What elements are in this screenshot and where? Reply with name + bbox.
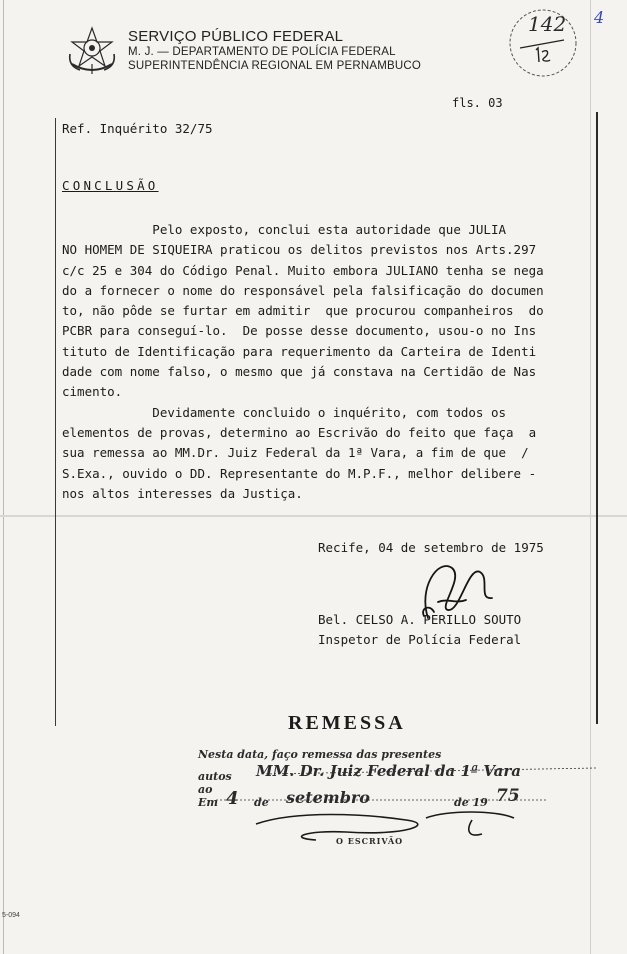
remessa-line1: Nesta data, faço remessa das presentes bbox=[198, 748, 442, 761]
remessa-year: 75 bbox=[496, 786, 520, 806]
page-edge bbox=[3, 0, 4, 954]
signatory-title: Inspetor de Polícia Federal bbox=[318, 632, 522, 647]
body-line: dade com nome falso, o mesmo que já constava na Certidão de Nas bbox=[62, 364, 537, 380]
signatory-name: Bel. CELSO A. PERILLO SOUTO bbox=[318, 612, 522, 627]
page-crease bbox=[0, 515, 627, 517]
body-line: cimento. bbox=[62, 384, 123, 400]
remessa-recipient: MM. Dr. Juiz Federal da 1ª Vara bbox=[256, 762, 522, 780]
body-line: to, não pôde se furtar em admitir que procurou companheiros do bbox=[62, 303, 544, 319]
remessa-title: REMESSA bbox=[288, 712, 406, 734]
remessa-year-label: de 19 bbox=[454, 796, 488, 809]
section-heading: CONCLUSÃO bbox=[62, 178, 159, 193]
coat-of-arms-icon bbox=[66, 24, 118, 76]
remessa-day: 4 bbox=[226, 788, 239, 809]
remessa-line3-label: Em bbox=[198, 796, 219, 809]
remessa-de: de bbox=[254, 796, 269, 809]
left-margin-line bbox=[55, 118, 56, 726]
body-line: S.Exa., ouvido o DD. Representante do M.P.F., melhor delibere - bbox=[62, 465, 537, 481]
letterhead-line2: M. J. — DEPARTAMENTO DE POLÍCIA FEDERAL bbox=[128, 46, 396, 58]
remessa-month: setembro bbox=[286, 788, 370, 807]
place-date: Recife, 04 de setembro de 1975 bbox=[318, 540, 544, 555]
body-line: Pelo exposto, conclui esta autoridade que JULIA bbox=[62, 222, 507, 237]
body-line: tituto de Identificação para requerimento da Carteira de Identi bbox=[62, 343, 537, 359]
page-number: fls. 03 bbox=[452, 96, 503, 110]
letterhead-line1: SERVIÇO PÚBLICO FEDERAL bbox=[128, 28, 344, 45]
right-margin-line bbox=[596, 112, 598, 724]
body-line: Devidamente concluido o inquérito, com todos os bbox=[62, 404, 507, 420]
body-line: sua remessa ao MM.Dr. Juiz Federal da 1ª Vara, a fim de que / bbox=[62, 445, 529, 461]
body-line: c/c 25 e 304 do Código Penal. Muito embora JULIANO tenha se nega bbox=[62, 262, 544, 278]
body-line: elementos de provas, determino ao Escrivão do feito que faça a bbox=[62, 424, 537, 440]
body-line: PCBR para conseguí-lo. De posse desse documento, usou-o no Ins bbox=[62, 323, 537, 339]
folio-blue-mark: 4 bbox=[594, 8, 605, 27]
remessa-clerk: O ESCRIVÃO bbox=[336, 836, 404, 846]
margin-code: 5-094 bbox=[2, 912, 20, 919]
letterhead bbox=[128, 28, 421, 73]
body-line: nos altos interesses da Justiça. bbox=[62, 485, 303, 501]
body-line: do a fornecer o nome do responsável pela falsificação do documen bbox=[62, 282, 544, 298]
folio-number: 142 bbox=[528, 12, 567, 36]
remessa-line2-label: autos ao bbox=[198, 770, 232, 796]
letterhead-line3: SUPERINTENDÊNCIA REGIONAL EM PERNAMBUCO bbox=[128, 60, 422, 72]
folio-stamp bbox=[506, 6, 605, 80]
body-line: NO HOMEM DE SIQUEIRA praticou os delitos previstos nos Arts.297 bbox=[62, 242, 537, 258]
body-text bbox=[62, 220, 592, 504]
reference: Ref. Inquérito 32/75 bbox=[62, 121, 213, 136]
